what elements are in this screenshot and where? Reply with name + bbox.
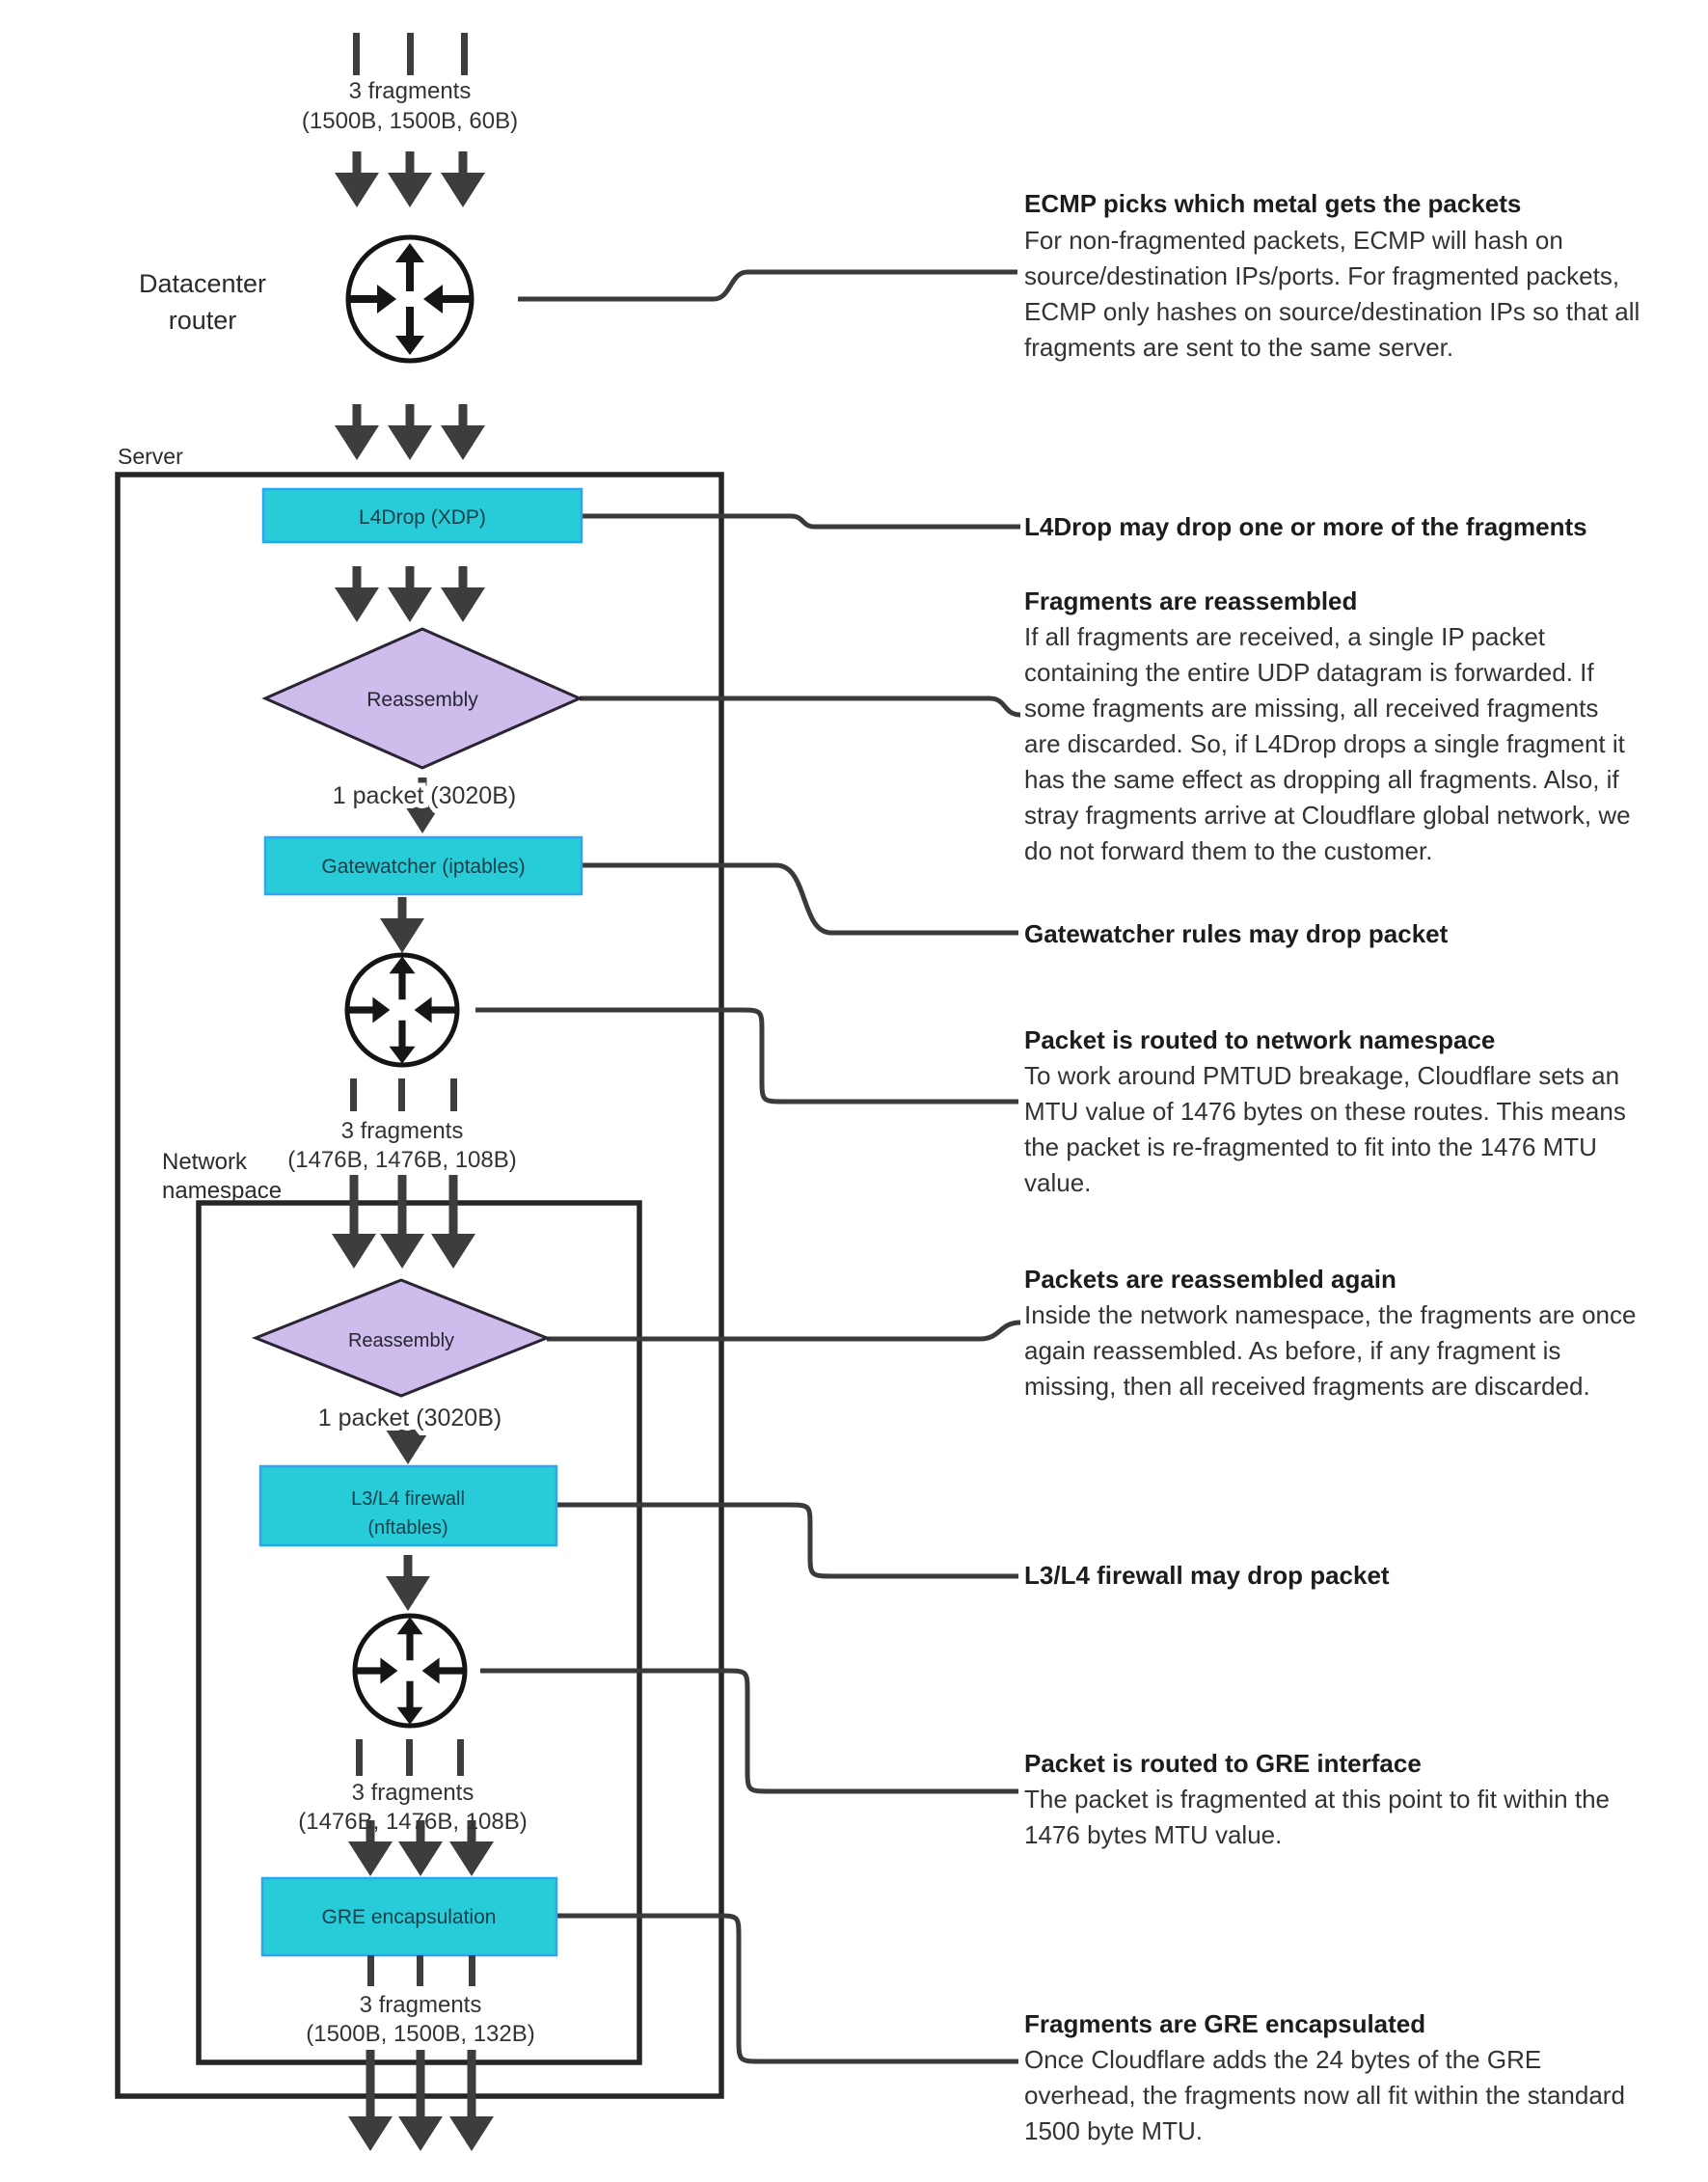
arrows-router-to-server bbox=[335, 404, 485, 460]
annotation-gre-route bbox=[1024, 1749, 1610, 1849]
annotation-firewall-note: L3/L4 firewall may drop packet bbox=[1024, 1561, 1390, 1590]
annotation-line: MTU value of 1476 bytes on these routes. This means bbox=[1024, 1097, 1626, 1126]
annotation-line: has the same effect as dropping all fragments. Also, if bbox=[1024, 765, 1619, 794]
connector-firewall bbox=[556, 1505, 1018, 1576]
firewall-label-1: L3/L4 firewall bbox=[351, 1488, 465, 1510]
annotation-line: value. bbox=[1024, 1168, 1092, 1197]
datacenter-router-label-1: Datacenter bbox=[138, 269, 267, 298]
arrows-out-of-server bbox=[348, 2050, 494, 2151]
arrows-into-netns bbox=[332, 1175, 475, 1268]
connector-gre-route bbox=[480, 1671, 1018, 1791]
top-fragments-sizes: (1500B, 1500B, 60B) bbox=[301, 108, 519, 134]
annotation-netns-route bbox=[1024, 1025, 1626, 1197]
annotation-title: Fragments are GRE encapsulated bbox=[1024, 2009, 1426, 2038]
connector-netns-route bbox=[475, 1010, 1018, 1102]
annotation-line: some fragments are missing, all received fragments bbox=[1024, 694, 1599, 723]
annotation-line: overhead, the fragments now all fit within the standard bbox=[1024, 2081, 1625, 2110]
annotation-line: The packet is fragmented at this point to fit within the bbox=[1024, 1785, 1610, 1814]
annotation-line: Inside the network namespace, the fragments are once bbox=[1024, 1300, 1637, 1329]
annotation-line: the packet is re-fragmented to fit into the 1476 MTU bbox=[1024, 1132, 1597, 1161]
packet2-label: 1 packet (3020B) bbox=[317, 1405, 502, 1432]
network-namespace-label-1: Network bbox=[162, 1149, 248, 1175]
annotation-reassembled-again bbox=[1024, 1265, 1636, 1401]
fragment-dashes-out bbox=[367, 1955, 475, 1986]
server-label: Server bbox=[118, 444, 183, 469]
top-fragments-label: 3 fragments bbox=[348, 78, 472, 104]
annotation-line: do not forward them to the customer. bbox=[1024, 836, 1433, 865]
ns-fragments-label: 3 fragments bbox=[351, 1780, 474, 1806]
ns-fragments-sizes: (1476B, 1476B, 108B) bbox=[298, 1809, 528, 1835]
annotation-line: 1500 byte MTU. bbox=[1024, 2116, 1203, 2145]
fragment-dashes-top bbox=[353, 33, 468, 75]
annotation-line: missing, then all received fragments are discarded. bbox=[1024, 1372, 1590, 1401]
annotation-line: source/destination IPs/ports. For fragmented packets, bbox=[1024, 261, 1620, 290]
annotation-line: For non-fragmented packets, ECMP will hash on bbox=[1024, 226, 1563, 255]
out-fragments-label: 3 fragments bbox=[359, 1992, 482, 2018]
connector-gre-encap bbox=[556, 1916, 1018, 2061]
annotation-reassembled bbox=[1024, 586, 1631, 865]
annotation-title: ECMP picks which metal gets the packets bbox=[1024, 189, 1522, 218]
arrows-into-router bbox=[335, 151, 485, 207]
annotation-line: stray fragments arrive at Cloudflare global network, we bbox=[1024, 801, 1631, 830]
annotation-line: fragments are sent to the same server. bbox=[1024, 333, 1454, 362]
arrows-l4drop-to-reassembly bbox=[335, 566, 485, 622]
annotation-title: Packet is routed to network namespace bbox=[1024, 1025, 1496, 1054]
annotation-line: 1476 bytes MTU value. bbox=[1024, 1820, 1283, 1849]
annotation-line: Once Cloudflare adds the 24 bytes of the GRE bbox=[1024, 2045, 1542, 2074]
annotation-title: Packets are reassembled again bbox=[1024, 1265, 1396, 1294]
datacenter-router-label-2: router bbox=[168, 306, 237, 335]
annotation-title: Fragments are reassembled bbox=[1024, 586, 1358, 615]
annotation-line: are discarded. So, if L4Drop drops a single fragment it bbox=[1024, 729, 1625, 758]
out-fragments-sizes: (1500B, 1500B, 132B) bbox=[306, 2021, 535, 2047]
annotation-line: again reassembled. As before, if any fragment is bbox=[1024, 1336, 1561, 1365]
annotation-gatewatcher-note: Gatewatcher rules may drop packet bbox=[1024, 919, 1449, 948]
l4drop-label: L4Drop (XDP) bbox=[359, 506, 486, 529]
firewall-label-2: (nftables) bbox=[367, 1517, 448, 1539]
server-router-icon bbox=[346, 955, 457, 1065]
connector-ecmp bbox=[518, 272, 1017, 299]
annotation-gre-encap bbox=[1024, 2009, 1625, 2145]
annotation-l4drop-note: L4Drop may drop one or more of the fragments bbox=[1024, 512, 1587, 541]
annotation-ecmp bbox=[1024, 189, 1640, 362]
annotation-line: containing the entire UDP datagram is forwarded. If bbox=[1024, 658, 1594, 687]
reassembly1-label: Reassembly bbox=[366, 689, 478, 711]
connector-reassembled bbox=[580, 698, 1020, 715]
mid-fragments-label: 3 fragments bbox=[340, 1118, 464, 1144]
connector-l4drop bbox=[582, 516, 1020, 527]
fragment-dashes-mid bbox=[350, 1078, 457, 1111]
packet1-label: 1 packet (3020B) bbox=[332, 782, 517, 809]
gre-label: GRE encapsulation bbox=[321, 1906, 497, 1928]
datacenter-router-icon bbox=[348, 237, 472, 361]
arrow-gatewatcher-to-router2 bbox=[380, 897, 424, 953]
mid-fragments-sizes: (1476B, 1476B, 108B) bbox=[287, 1147, 517, 1173]
namespace-router-icon bbox=[354, 1616, 465, 1726]
network-namespace-label-2: namespace bbox=[162, 1178, 283, 1204]
arrow-firewall-to-router3 bbox=[386, 1555, 430, 1611]
annotation-line: If all fragments are received, a single IP packet bbox=[1024, 622, 1546, 651]
reassembly2-label: Reassembly bbox=[347, 1330, 455, 1351]
annotation-line: To work around PMTUD breakage, Cloudflare sets an bbox=[1024, 1061, 1620, 1090]
annotation-title: Packet is routed to GRE interface bbox=[1024, 1749, 1422, 1778]
connector-reassembled-again bbox=[547, 1323, 1020, 1339]
connector-gatewatcher bbox=[582, 865, 1018, 933]
fragment-dashes-ns bbox=[356, 1739, 464, 1776]
annotation-line: ECMP only hashes on source/destination IPs so that all bbox=[1024, 297, 1640, 326]
gatewatcher-label: Gatewatcher (iptables) bbox=[321, 856, 526, 878]
